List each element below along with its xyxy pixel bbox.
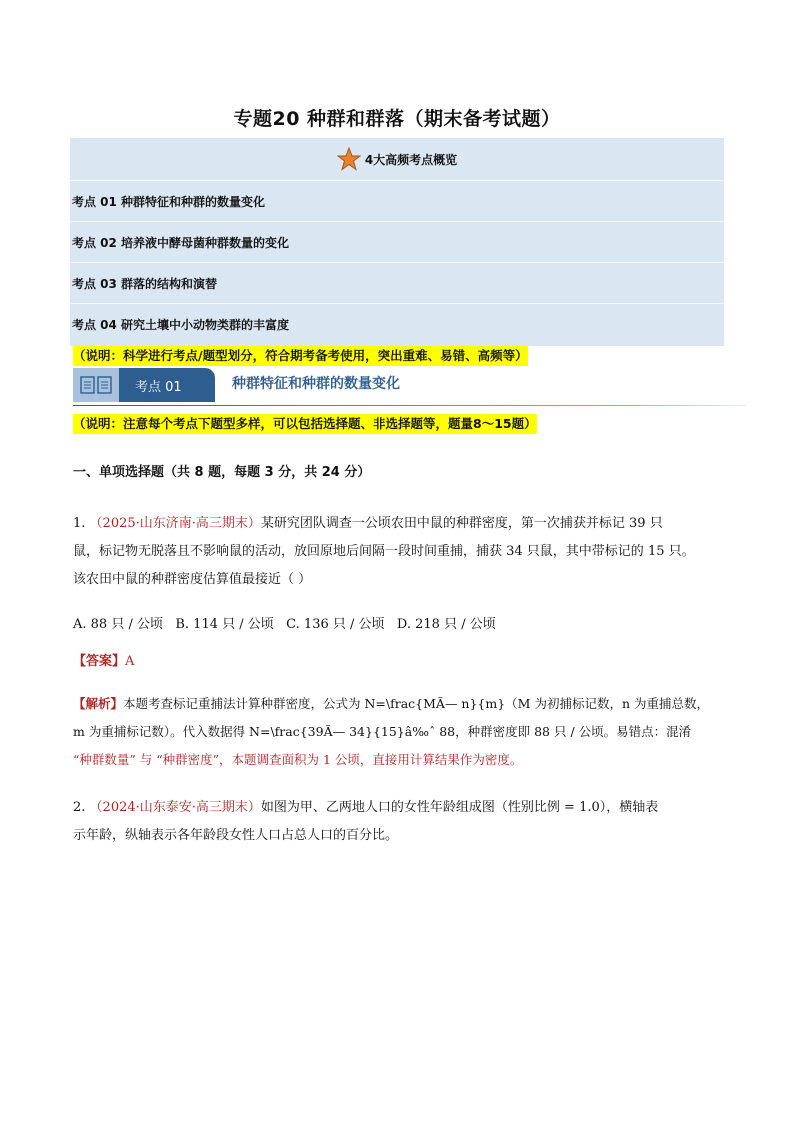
analysis-text-1: 本题考查标记重捕法计算种群密度，公式为 N=\frac{MÃ— n}{m}（M 为初捕标记数，n 为重捕总数，	[123, 696, 709, 711]
overview-item-04: 考点 04 研究土壤中小动物类群的丰富度	[72, 318, 290, 332]
analysis-text-2: m 为重捕标记数）。代入数据得 N=\frac{39Ã— 34}{15}â‰ˆ 88，种群密度即 88 只 / 公顷。易错点：混淆	[73, 724, 692, 739]
q1-stem-text-1: 某研究团队调查一公顷农田中鼠的种群密度，第一次捕获并标记 39 只	[260, 516, 663, 531]
q2-stem	[73, 794, 725, 850]
q1-answer	[73, 648, 725, 676]
q2-source: （2024·山东泰安·高三期末）	[89, 800, 261, 815]
page-title: 专题20 种群和群落（期末备考试题）	[233, 108, 561, 130]
q2-stem-text-1: 如图为甲、乙两地人口的女性年龄组成图（性别比例 = 1.0），横轴表	[260, 800, 659, 815]
overview-item-01: 考点 01 种群特征和种群的数量变化	[70, 181, 724, 222]
q1-stem	[73, 510, 725, 594]
overview-heading	[70, 138, 724, 181]
q1-line-1	[73, 510, 725, 538]
q1-stem-text-2: 鼠，标记物无脱落且不影响鼠的活动，放回原地后间隔一段时间重捕，捕获 34 只鼠，其中带标记的 15 只。	[73, 544, 695, 559]
note-highlight-1: （说明：科学进行考点/题型划分，符合期考备考使用，突出重难、易错、高频等）	[73, 346, 528, 366]
q2-line-1	[73, 794, 725, 822]
q1-stem-text-3: 该农田中鼠的种群密度估算值最接近（ ）	[73, 572, 312, 587]
analysis-text-3: “种群数量” 与 “种群密度”，本题调查面积为 1 公顷，直接用计算结果作为密度。	[73, 752, 523, 767]
book-icon	[73, 368, 119, 402]
answer-value: A	[125, 654, 135, 669]
q1-source: （2025·山东济南·高三期末）	[89, 516, 261, 531]
section-tab	[73, 368, 215, 402]
section-tab-label: 考点 01	[135, 379, 182, 395]
part-heading: 一、单项选择题（共 8 题，每题 3 分，共 24 分）	[73, 465, 371, 480]
analysis-line-1	[73, 690, 725, 718]
q1-analysis	[73, 690, 725, 774]
overview-item-03: 考点 03 群落的结构和演替	[70, 263, 724, 304]
star-icon	[337, 147, 361, 171]
overview-heading-text: 4大高频考点概览	[364, 152, 458, 167]
overview-item-02: 考点 02 培养液中酵母菌种群数量的变化	[70, 222, 724, 263]
q2-number: 2.	[73, 800, 86, 815]
q1-options: A. 88 只 / 公顷 B. 114 只 / 公顷 C. 136 只 / 公顷 D. 218 只 / 公顷	[73, 617, 496, 632]
analysis-label: 【解析】	[73, 696, 124, 711]
overview-box	[70, 138, 724, 346]
q1-number: 1.	[73, 516, 86, 531]
note-highlight-2: （说明：注意每个考点下题型多样，可以包括选择题、非选择题等，题量8～15题）	[73, 414, 537, 434]
q2-stem-text-2: 示年龄，纵轴表示各年龄段女性人口占总人口的百分比。	[73, 828, 399, 843]
answer-label: 【答案】	[73, 654, 126, 669]
section-divider	[73, 405, 747, 406]
section-title: 种群特征和种群的数量变化	[232, 376, 400, 392]
